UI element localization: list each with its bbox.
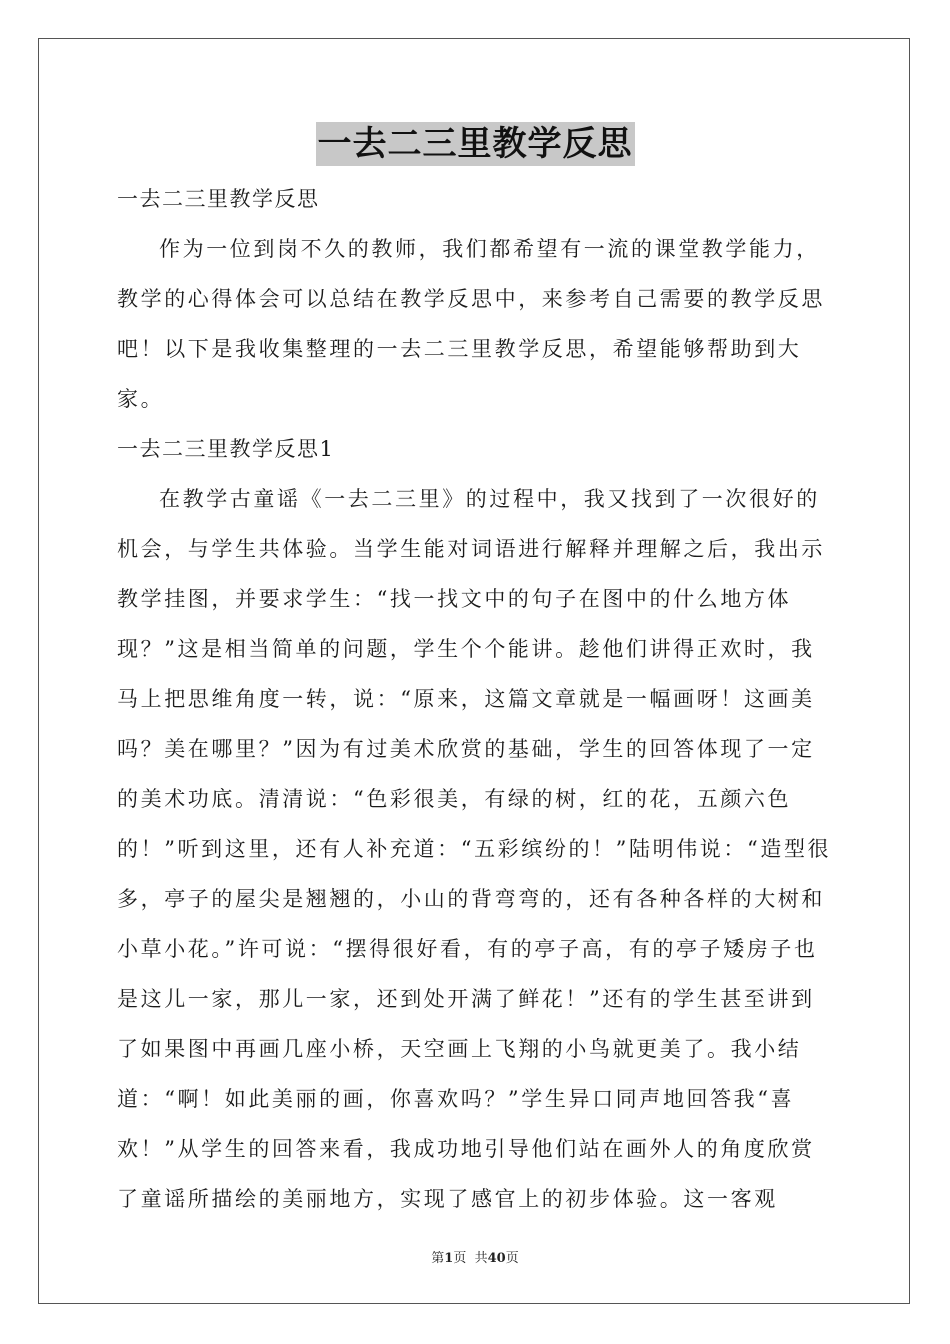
document-body [117,174,837,1224]
current-page-number: 1 [444,1251,454,1266]
document-title [0,122,950,166]
document-subtitle: 一去二三里教学反思 [117,187,320,211]
total-page-number: 40 [487,1251,506,1266]
page-label-middle: 页 共 [453,1251,488,1266]
page-label-suffix: 页 [505,1251,519,1266]
section-paragraph: 在教学古童谣《一去二三里》的过程中，我又找到了一次很好的机会，与学生共体验。当学生能对词语进行解释并理解之后，我出示教学挂图，并要求学生：“找一找文中的句子在图中的什么地方体现？”这是相当简单的问题，学生个个能讲。趁他们讲得正欢时，我马上把思维角度一转，说：“原来，这篇文章就是一幅画呀！这画美吗？美在哪里？”因为有过美术欣赏的基础，学生的回答体现了一定的美术功底。清清说：“色彩很美，有绿的树，红的花，五颜六色的！”听到这里，还有人补充道：“五彩缤纷的！”陆明伟说：“造型很多，亭子的屋尖是翘翘的，小山的背弯弯的，还有各种各样的大树和小草小花。”许可说：“摆得很好看，有的亭子高，有的亭子矮房子也是这儿一家，那儿一家，还到处开满了鲜花！”还有的学生甚至讲到了如果图中再画几座小桥，天空画上飞翔的小鸟就更美了。我小结道：“啊！如此美丽的画，你喜欢吗？”学生异口同声地回答我“喜欢！”从学生的回答来看，我成功地引导他们站在画外人的角度欣赏了童谣所描绘的美丽地方，实现了感官上的初步体验。这一客观 [117,487,832,1211]
intro-paragraph: 作为一位到岗不久的教师，我们都希望有一流的课堂教学能力，教学的心得体会可以总结在教学反思中，来参考自己需要的教学反思吧！以下是我收集整理的一去二三里教学反思，希望能够帮助到大家。 [117,237,825,411]
page-footer [0,1247,950,1266]
section-heading: 一去二三里教学反思1 [117,437,335,461]
page-label-prefix: 第 [431,1251,445,1266]
document-title-text: 一去二三里教学反思 [317,124,633,164]
